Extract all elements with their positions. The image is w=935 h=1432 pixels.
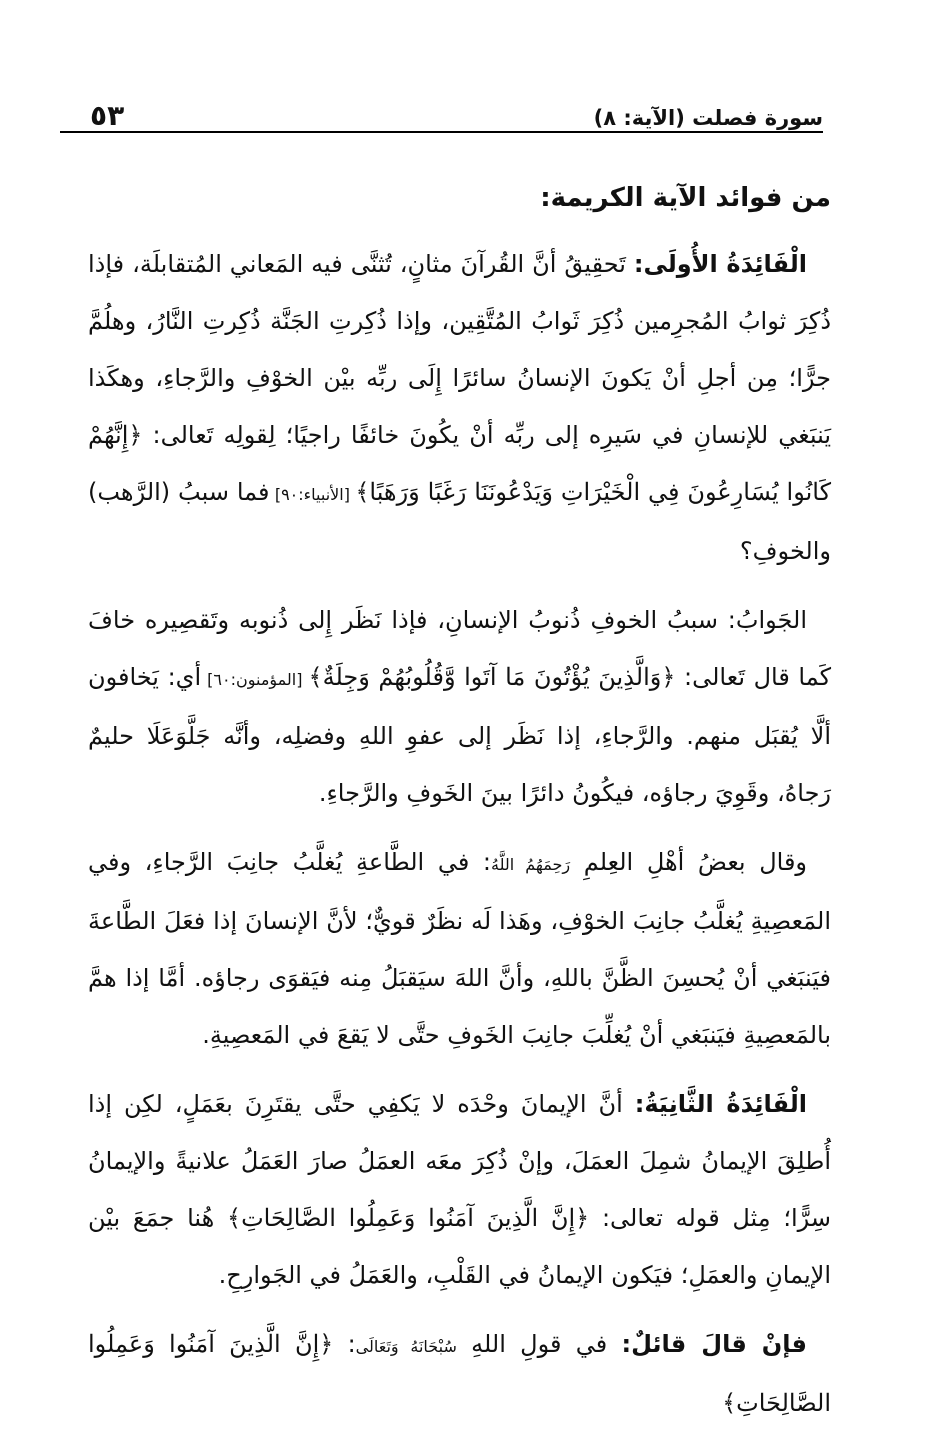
paragraph-text: تَحقِيقُ أنَّ القُرآنَ مثانٍ، تُثنَّى فيه المَعاني المُتقابلَة، فإذا ذُكِرَ ثوابُ المُجرِمين ذُكِرَ ثَوابُ المُتَّقِين، وإذا ذُكِرتِ الجَنَّة ذُكِرتِ النَّارُ، وهلُمَّ جرًّا؛ مِن أجلِ أنْ يَكونَ الإنسانُ سائرًا إِلَى ربِّه بيْن الخوْفِ والرَّجاءِ، وهكَذا يَنبَغي للإنسانِ في سَيرِه إلى ربِّه أنْ يكُونَ خائفًا راجيًا؛ لِقولِه تَعالى: [88, 249, 831, 449]
paragraph-text: الجَوابُ: سببُ الخوفِ ذُنوبُ الإنسانِ، فإذا نَظَر إِلى ذُنوبه وتَقصِيره خافَ كَما قال تَعالى: [88, 605, 832, 691]
page-body [88, 178, 831, 1432]
benefit-1-lead: الْفَائِدَةُ الأُولَى: [633, 249, 807, 278]
paragraph-text: وقال بعضُ أهْلِ العِلمِ [570, 847, 808, 876]
question-lead: فإنْ قالَ قائلٌ: [621, 1329, 808, 1358]
honorific: رَحِمَهُمُ اللَّهُ [490, 854, 571, 874]
paragraph-text: هُنا جمَعَ بيْن الإيمانِ والعمَلِ؛ فيَكون الإيمانُ في القَلْبِ، والعَمَلُ في الجَوارِحِ. [88, 1203, 831, 1289]
paragraph-text: في قولِ اللهِ [456, 1329, 622, 1358]
page-header [60, 86, 823, 130]
section-heading: من فوائد الآية الكريمة: [540, 183, 831, 213]
paragraph-text: : في الطَّاعةِ يُغلَّبُ جانِبَ الرَّجاءِ، وفي المَعصِيةِ يُغلَّبُ جانِبَ الخوْفِ، وهَذا لَه نظَرٌ قويٌّ؛ لأنَّ الإنسانَ إذا فعَلَ الطَّاعةَ فيَنبَغي أنْ يُحسِنَ الظَّنَّ باللهِ، وأنَّ اللهَ سيَقبَلُ مِنه فيَقوَى رجاؤه. أمَّا إذا همَّ بالمَعصِيةِ فيَنبَغي أنْ يُغلِّبَ جانِبَ الخَوفِ حتَّى لا يَقعَ في المَعصِيةِ. [88, 847, 831, 1049]
paragraph-text: أي: يَخافون ألَّا يُقبَل منهم. والرَّجاءِ، إذا نَظَر إلى عفوِ اللهِ وفضلِه، وأنَّه جَلَّوَعَلَا حليمٌ رَجاهُ، وقَوِيَ رجاؤه، فيكُونُ دائرًا بينَ الخَوفِ والرَّجاءِ. [88, 662, 831, 807]
paragraph-text [214, 1204, 227, 1232]
verse-citation: [الأنبياء:٩٠] [269, 484, 356, 504]
quran-verse: ﴿إِنَّ الَّذِينَ آمَنُوا وَعَمِلُوا الصَّالِحَاتِ﴾ [88, 1329, 831, 1417]
honorific: سُبْحَانَهُ وَتَعَالَى [355, 1336, 457, 1356]
paragraph-benefit-2 [88, 1076, 831, 1304]
quran-verse: ﴿إِنَّهُمْ كَانُوا يُسَارِعُونَ فِي الْخَيْرَاتِ وَيَدْعُونَنَا رَغَبًا وَرَهَبًا﴾ [88, 420, 832, 506]
header-rule [60, 131, 823, 133]
page-number: ٥٣ [90, 99, 125, 132]
quran-verse: ﴿وَالَّذِينَ يُؤْتُونَ مَا آتَوا وَّقُلُوبُهُمْ وَجِلَةٌ﴾ [308, 662, 676, 691]
paragraph-answer [88, 592, 831, 822]
paragraph-text: فما سببُ (الرَّهب) والخوفِ؟ [88, 477, 831, 565]
paragraph-text: أنَّ الإيمانَ وحْدَه لا يَكفِي حتَّى يقتَرِنَ بعَمَلٍ، لكِن إذا أُطلِقَ الإيمانُ شمِلَ العمَلَ، وإنْ ذُكِرَ معَه العمَلُ صارَ العَمَلُ علانيةً والإيمانُ سِرًّا؛ مِثل قوله تعالى: [88, 1089, 831, 1232]
paragraph-benefit-1 [88, 236, 831, 580]
verse-citation: [المؤمنون:٦٠] [201, 669, 309, 689]
running-title: سورة فصلت (الآية: ٨) [593, 106, 823, 130]
paragraph-text: : [333, 1329, 356, 1358]
benefit-2-lead: الْفَائِدَةُ الثَّانِيَةُ: [634, 1089, 807, 1118]
quran-verse: ﴿إِنَّ الَّذِينَ آمَنُوا وَعَمِلُوا الصَّالِحَاتِ﴾ [227, 1203, 590, 1232]
paragraph-question [88, 1316, 831, 1432]
paragraph-scholars [88, 834, 831, 1064]
